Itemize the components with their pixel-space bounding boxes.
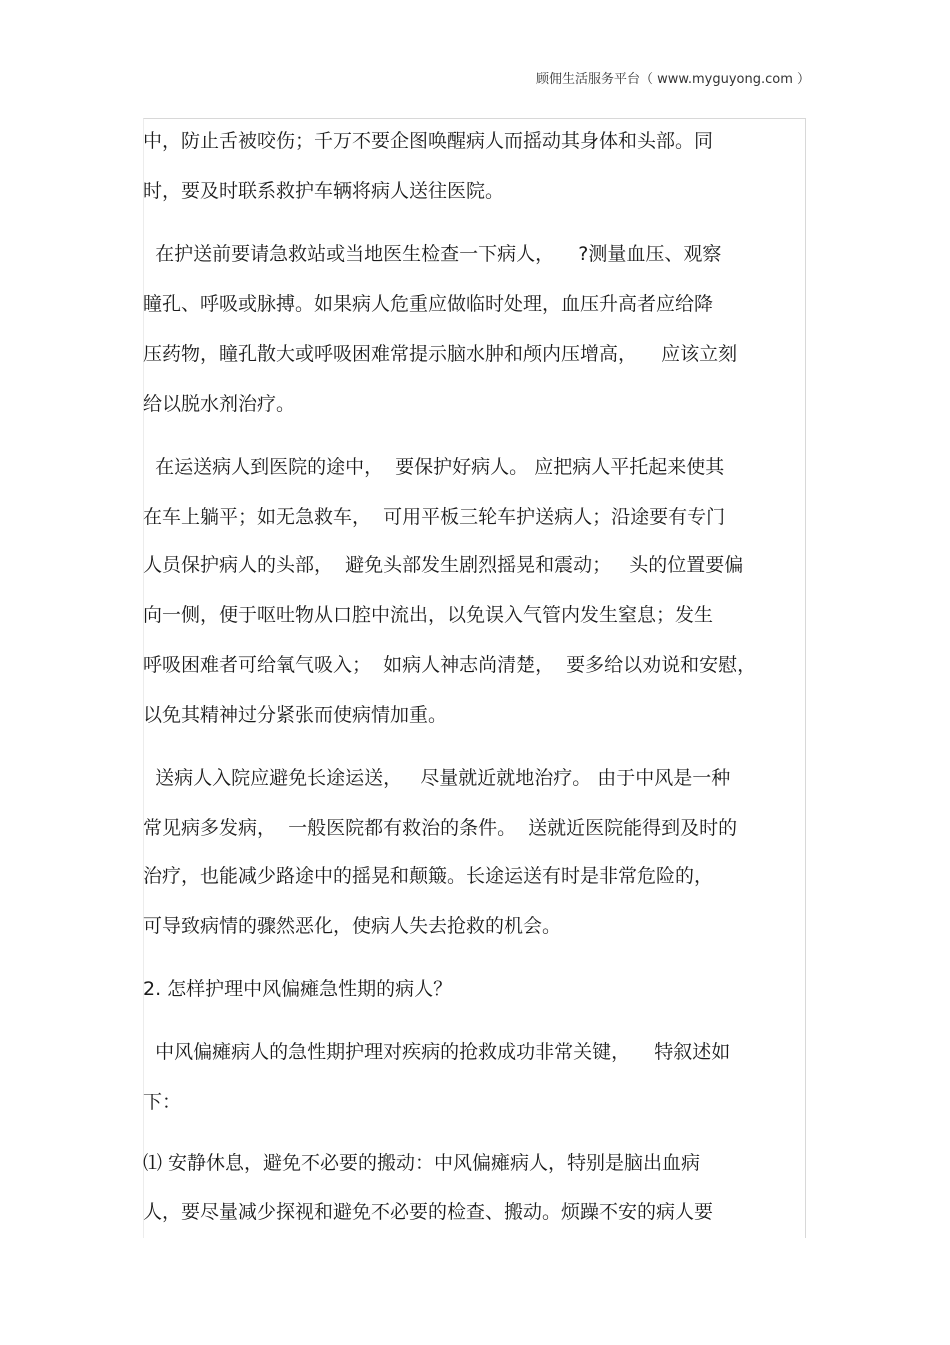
- text-line: 治疗，也能减少路途中的摇晃和颠簸。长途运送有时是非常危险的，: [143, 865, 714, 887]
- text-line: 呼吸困难者可给氧气吸入； 如病人神志尚清楚， 要多给以劝说和安慰，: [143, 654, 757, 676]
- text-line: 中，防止舌被咬伤；千万不要企图唤醒病人而摇动其身体和头部。同: [143, 130, 714, 152]
- text-line: 人，要尽量减少探视和避免不必要的检查、搬动。烦躁不安的病人要: [143, 1201, 714, 1223]
- page-frame: [143, 118, 806, 1238]
- text-line: 给以脱水剂治疗。: [143, 393, 296, 415]
- text-line: 压药物，瞳孔散大或呼吸困难常提示脑水肿和颅内压增高， 应该立刻: [143, 343, 738, 365]
- text-line: 在车上躺平；如无急救车， 可用平板三轮车护送病人；沿途要有专门: [143, 506, 726, 528]
- site-header: 顾佣生活服务平台（ www.myguyong.com ）: [536, 72, 810, 87]
- text-line: 时，要及时联系救护车辆将病人送往医院。: [143, 180, 505, 202]
- text-line: 中风偏瘫病人的急性期护理对疾病的抢救成功非常关键， 特叙述如: [143, 1041, 731, 1063]
- text-line: 向一侧，便于呕吐物从口腔中流出，以免误入气管内发生窒息；发生: [143, 604, 714, 626]
- section-heading: 2. 怎样护理中风偏瘫急性期的病人？: [143, 978, 453, 1000]
- text-line: 在护送前要请急救站或当地医生检查一下病人， ?测量血压、观察: [143, 243, 722, 265]
- text-line: 下：: [143, 1091, 182, 1113]
- text-line: 可导致病情的骤然恶化，使病人失去抢救的机会。: [143, 915, 562, 937]
- text-line: ⑴ 安静休息，避免不必要的搬动：中风偏瘫病人，特别是脑出血病: [143, 1152, 701, 1174]
- text-line: 瞳孔、呼吸或脉搏。如果病人危重应做临时处理，血压升高者应给降: [143, 293, 714, 315]
- text-line: 在运送病人到医院的途中， 要保护好病人。 应把病人平托起来使其: [143, 456, 725, 478]
- text-line: 以免其精神过分紧张而使病情加重。: [143, 704, 448, 726]
- text-line: 人员保护病人的头部， 避免头部发生剧烈摇晃和震动； 头的位置要偏: [143, 554, 744, 576]
- text-line: 常见病多发病， 一般医院都有救治的条件。 送就近医院能得到及时的: [143, 817, 738, 839]
- text-line: 送病人入院应避免长途运送， 尽量就近就地治疗。 由于中风是一种: [143, 767, 731, 789]
